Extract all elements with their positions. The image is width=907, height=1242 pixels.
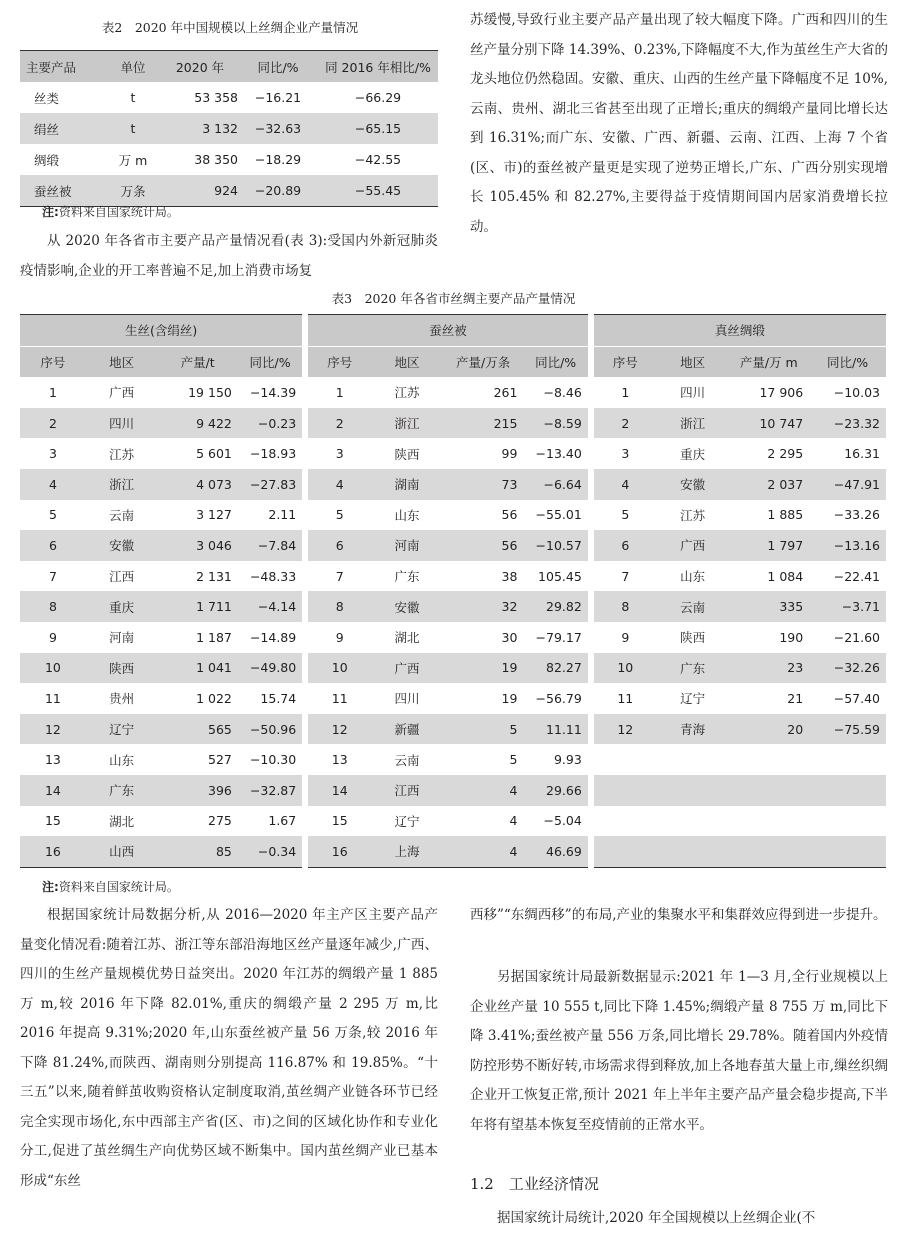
table-cell: 6: [48, 537, 57, 553]
table-cell: 2: [48, 415, 57, 431]
table-cell: 丝类: [34, 90, 60, 106]
table-cell: −21.60: [833, 629, 880, 645]
table-cell: 安徽: [109, 538, 135, 554]
header-cell: 同比/%: [535, 354, 577, 370]
table-cell: −5.04: [543, 813, 582, 829]
table-cell: 10 747: [759, 415, 804, 431]
table-row: [20, 175, 438, 207]
note-text: 资料来自国家统计局。: [58, 205, 179, 219]
table-row: [20, 561, 886, 592]
table-row: [20, 469, 886, 500]
table-cell: −56.79: [535, 690, 582, 706]
table-cell: 3 132: [202, 121, 238, 136]
table-cell: 190: [779, 629, 804, 645]
table-cell: 56: [501, 537, 518, 553]
table-cell: 6: [305, 530, 371, 561]
table-row: [20, 714, 886, 745]
table-cell: 85: [215, 843, 232, 859]
header-cell: 序号: [40, 354, 66, 370]
table-row: [20, 683, 886, 714]
table-cell: 12: [44, 721, 61, 737]
table-cell: 29.82: [546, 599, 582, 615]
table-row: [20, 144, 438, 175]
table-cell: −57.40: [833, 690, 880, 706]
table-cell: 陕西: [394, 446, 420, 462]
table-cell: −4.14: [257, 599, 297, 615]
table-cell: 蚕丝被: [34, 183, 72, 199]
table-cell: −6.64: [543, 476, 582, 492]
table-cell: −22.41: [833, 568, 880, 584]
table-cell: 5: [48, 507, 57, 523]
table-cell: 1 041: [196, 660, 232, 676]
paragraph-left-top: 从 2020 年各省市主要产品产量情况看(表 3):受国内外新冠肺炎疫情影响,企业的开工率普遍不足,加上消费市场复: [20, 233, 438, 279]
table-cell: 江苏: [680, 507, 706, 523]
table-cell: 99: [501, 446, 518, 462]
table-cell: 广东: [109, 783, 135, 799]
table-cell: 14: [44, 782, 61, 798]
table-cell: 16: [305, 836, 371, 867]
table-cell: 安徽: [394, 599, 420, 615]
table-cell: 1 187: [196, 629, 232, 645]
table-cell: 9.93: [553, 752, 582, 768]
table-cell: 19 150: [188, 384, 232, 400]
table-cell: [657, 836, 729, 867]
table-cell: −8.59: [543, 415, 582, 431]
table-cell: 82.27: [546, 660, 582, 676]
table-cell: 5 601: [196, 446, 232, 462]
table-cell: 山东: [109, 752, 135, 768]
paragraph-left-bottom: 根据国家统计局数据分析,从 2016—2020 年主产区主要产品产量变化情况看:随着江苏、浙江等东部沿海地区丝产量逐年减少,广西、四川的生丝产量规模优势日益突出。2020 年江苏的绸缎产量 1 885 万 m,较 2016 年下降 82.01%,重庆的绸缎产量 2 295 万 m,比 2016 年提高 9.31%;2020 年,山东蚕丝被产量 56 万条,较 2016 年下降 81.24%,而陕西、湖南则分别提高 116.87% 和 19.85%。“十三五”以来,随着鲜茧收购资格认定制度取消,茧丝绸产业链各环节已经完全实现市场化,东中西部主产省(区、市)之间的区域化协作和专业化分工,促进了茧丝绸生产向优势区域不断集中。国内茧丝绸产业已基本形成“东丝: [20, 907, 438, 1189]
table-cell: 275: [208, 813, 232, 829]
table-cell: 河南: [109, 630, 135, 646]
table-cell: 广东: [394, 569, 420, 585]
table-cell: 9: [591, 622, 657, 653]
table-cell: 青海: [680, 722, 706, 738]
table-row: [20, 836, 886, 867]
table-cell: 56: [501, 507, 518, 523]
table-cell: [728, 806, 809, 837]
table-row: [20, 113, 438, 144]
table-cell: −16.21: [254, 90, 302, 105]
table-cell: t: [130, 121, 136, 136]
table-cell: 新疆: [394, 722, 420, 738]
table-cell: 335: [779, 599, 804, 615]
table-cell: 山西: [109, 844, 135, 860]
table-cell: [809, 744, 886, 775]
table-cell: 46.69: [546, 843, 582, 859]
table-cell: 16: [44, 843, 61, 859]
table-cell: 5: [305, 500, 371, 531]
table-cell: 广西: [109, 385, 135, 401]
table-cell: 7: [48, 568, 57, 584]
note-label: 注:: [42, 880, 59, 894]
table-cell: 215: [493, 415, 518, 431]
table-cell: 2 295: [767, 446, 804, 462]
table-cell: −32.26: [833, 660, 880, 676]
table-cell: 浙江: [680, 416, 706, 432]
header-cell: 同比/%: [827, 354, 869, 370]
table-cell: 1: [591, 377, 657, 408]
table-cell: −47.91: [833, 476, 880, 492]
table-cell: 1 885: [767, 507, 804, 523]
table-cell: −75.59: [833, 721, 880, 737]
table-row: [20, 653, 886, 684]
table-row: [20, 82, 438, 113]
table-cell: [657, 775, 729, 806]
table-cell: −50.96: [249, 721, 297, 737]
table-cell: 261: [493, 384, 518, 400]
table-cell: 安徽: [680, 477, 706, 493]
table-cell: 6: [591, 530, 657, 561]
paragraph-right-bottom-2: 另据国家统计局最新数据显示:2021 年 1—3 月,全行业规模以上企业丝产量 10 555 t,同比下降 1.45%;绸缎产量 8 755 万 m,同比下降 3.41%;蚕丝被产量 556 万条,同比增长 29.78%。随着国内外疫情防控形势不断好转,市场需求得到释放,加上各地春茧大量上市,缫丝织绸企业开工恢复正常,预计 2021 年上半年主要产品产量会稳步提高,下半年将有望基本恢复至疫情前的正常水平。: [470, 969, 888, 1133]
table-cell: −10.03: [833, 384, 880, 400]
table-cell: [809, 806, 886, 837]
table-cell: 山东: [680, 569, 706, 585]
table-cell: −65.15: [354, 121, 402, 136]
table3-note: [42, 878, 179, 895]
table-cell: 3 046: [196, 537, 232, 553]
table-cell: 2.11: [268, 507, 297, 523]
table-cell: 广东: [680, 660, 706, 676]
table-cell: −18.93: [249, 446, 297, 462]
table-cell: 7: [305, 561, 371, 592]
table-cell: [591, 836, 657, 867]
table-cell: 396: [208, 782, 232, 798]
table-cell: 14: [305, 775, 371, 806]
table-cell: 2: [591, 408, 657, 439]
table-cell: 2 037: [767, 476, 804, 492]
header-cell: 序号: [591, 346, 657, 377]
table-row: [20, 438, 886, 469]
table-cell: 105.45: [538, 568, 582, 584]
table-cell: 湖北: [394, 630, 420, 646]
table-cell: 江苏: [394, 385, 420, 401]
table-cell: 38 350: [194, 152, 238, 167]
table-cell: 13: [44, 752, 61, 768]
table-cell: [728, 775, 809, 806]
table-cell: −55.45: [354, 183, 402, 198]
table-cell: [657, 806, 729, 837]
table-cell: 江苏: [109, 446, 135, 462]
table-cell: −66.29: [354, 90, 402, 105]
table-cell: 4: [509, 782, 518, 798]
table-cell: 8: [48, 599, 57, 615]
table-cell: 30: [501, 629, 518, 645]
table-cell: 云南: [109, 507, 135, 523]
table-cell: 1 711: [196, 599, 232, 615]
table-cell: 565: [208, 721, 232, 737]
table-cell: 3 127: [196, 507, 232, 523]
table-cell: 辽宁: [109, 722, 135, 738]
table-cell: 云南: [680, 599, 706, 615]
table-cell: 四川: [394, 691, 420, 707]
table-cell: 10: [305, 653, 371, 684]
table-cell: 重庆: [680, 446, 706, 462]
table-cell: −14.39: [249, 384, 297, 400]
table-cell: 5: [509, 752, 518, 768]
table-cell: 1: [48, 384, 57, 400]
table-cell: 29.66: [546, 782, 582, 798]
table-cell: −33.26: [833, 507, 880, 523]
table-cell: −0.23: [257, 415, 297, 431]
table-cell: −10.57: [535, 537, 582, 553]
table-cell: 17 906: [759, 384, 804, 400]
table3-body: [20, 377, 886, 867]
table2-note: [42, 203, 179, 220]
section-heading: 1.2 工业经济情况: [470, 1175, 599, 1193]
table-cell: 云南: [394, 752, 420, 768]
table-row: [20, 408, 886, 439]
table-cell: 5: [509, 721, 518, 737]
table-cell: 11: [591, 683, 657, 714]
table-cell: 16.31: [844, 446, 880, 462]
header-cell: 地区: [394, 354, 420, 370]
table-cell: −18.29: [254, 152, 302, 167]
table-cell: −10.30: [249, 752, 297, 768]
table-row: [20, 775, 886, 806]
table-cell: 湖北: [109, 813, 135, 829]
table-row: [20, 622, 886, 653]
table-cell: [809, 775, 886, 806]
table-cell: −27.83: [249, 476, 297, 492]
table-cell: 重庆: [109, 599, 135, 615]
table2-header-vs2016: 同 2016 年相比/%: [325, 59, 431, 75]
table3-caption: 表3 2020 年各省市丝绸主要产品产量情况: [331, 291, 576, 306]
header-cell: 产量/万条: [456, 354, 511, 370]
table-cell: 4 073: [196, 476, 232, 492]
table-cell: [591, 775, 657, 806]
table-cell: 7: [591, 561, 657, 592]
table-cell: −20.89: [254, 183, 302, 198]
table-cell: 1.67: [268, 813, 297, 829]
table-cell: −42.55: [354, 152, 402, 167]
table-cell: 15: [44, 813, 61, 829]
table-cell: 广西: [680, 538, 706, 554]
table-cell: 辽宁: [394, 813, 420, 829]
table-cell: −32.87: [249, 782, 297, 798]
table-cell: 15.74: [260, 690, 297, 706]
table-cell: 1 797: [767, 537, 804, 553]
table-cell: 2: [305, 408, 371, 439]
table-cell: −7.84: [257, 537, 297, 553]
table2-header-yoy: 同比/%: [257, 59, 299, 75]
table-cell: [591, 744, 657, 775]
table-cell: 15: [305, 806, 371, 837]
note-text: 资料来自国家统计局。: [58, 880, 179, 894]
header-cell: 序号: [305, 346, 371, 377]
table-cell: 3: [305, 438, 371, 469]
table-cell: 1 022: [196, 690, 232, 706]
table2-header-unit: 单位: [120, 59, 146, 75]
table-cell: 万条: [120, 183, 146, 199]
table-cell: 12: [305, 714, 371, 745]
table-cell: 527: [208, 752, 232, 768]
table-row: [20, 806, 886, 837]
table2-header-row: [20, 51, 438, 83]
table-cell: −55.01: [535, 507, 582, 523]
table-cell: −3.71: [841, 599, 880, 615]
table-cell: 11: [44, 690, 61, 706]
table-cell: 73: [501, 476, 518, 492]
table2: [20, 50, 438, 207]
table-cell: −0.34: [257, 843, 297, 859]
table-cell: 19: [501, 690, 518, 706]
table-cell: [657, 744, 729, 775]
table-cell: −79.17: [535, 629, 582, 645]
table-cell: 5: [591, 500, 657, 531]
table-row: [20, 591, 886, 622]
table-cell: 4: [509, 843, 518, 859]
table-cell: [728, 836, 809, 867]
table3: [20, 314, 886, 868]
table-cell: 9: [48, 629, 57, 645]
table-cell: 绸缎: [34, 152, 60, 168]
table-cell: 绢丝: [34, 121, 60, 137]
table-cell: 9 422: [196, 415, 232, 431]
paragraph-right-top: 苏缓慢,导致行业主要产品产量出现了较大幅度下降。广西和四川的生丝产量分别下降 14.39%、0.23%,下降幅度不大,作为茧丝生产大省的龙头地位仍然稳固。安徽、重庆、山西的生丝产量下降幅度不足 10%,云南、贵州、湖北三省甚至出现了正增长;重庆的绸缎产量同比增长达到 16.31%;而广东、安徽、广西、新疆、云南、江西、上海 7 个省(区、市)的蚕丝被产量更是实现了逆势正增长,广东、广西分别实现增长 105.45% 和 82.27%,主要得益于疫情期间国内居家消费增长拉动。: [470, 12, 888, 235]
table-cell: t: [130, 90, 136, 105]
group-raw-silk: 生丝(含绢丝): [20, 315, 305, 347]
table-cell: 4: [48, 476, 57, 492]
table-cell: 8: [591, 591, 657, 622]
table-cell: 浙江: [109, 477, 135, 493]
table-cell: [809, 836, 886, 867]
table-cell: 38: [501, 568, 518, 584]
table-cell: −8.46: [543, 384, 582, 400]
table-cell: −14.89: [249, 629, 297, 645]
table-cell: −13.40: [535, 446, 582, 462]
group-silk-quilt: 蚕丝被: [305, 315, 591, 347]
table-cell: 四川: [109, 416, 135, 432]
table-cell: 1 084: [767, 568, 804, 584]
table-cell: 江西: [109, 569, 135, 585]
table-cell: 10: [591, 653, 657, 684]
table-cell: 湖南: [394, 477, 420, 493]
table-cell: 11.11: [546, 721, 582, 737]
table-cell: 河南: [394, 538, 420, 554]
table-cell: 13: [305, 744, 371, 775]
table-cell: 21: [787, 690, 804, 706]
header-cell: 同比/%: [249, 354, 291, 370]
table3-group-row: [20, 315, 886, 347]
table-cell: [591, 806, 657, 837]
table-cell: 辽宁: [680, 691, 706, 707]
table-row: [20, 744, 886, 775]
table-cell: 32: [501, 599, 518, 615]
table-cell: 广西: [394, 660, 420, 676]
header-cell: 产量/万 m: [739, 354, 798, 370]
table-cell: 浙江: [394, 416, 420, 432]
note-label: 注:: [42, 205, 59, 219]
header-cell: 产量/t: [180, 354, 215, 370]
table-cell: 3: [591, 438, 657, 469]
table-cell: −32.63: [254, 121, 302, 136]
paragraph-right-last: 据国家统计局统计,2020 年全国规模以上丝绸企业(不: [497, 1210, 816, 1226]
group-silk-satin: 真丝绸缎: [591, 315, 886, 347]
table-cell: 23: [787, 660, 804, 676]
table-cell: 陕西: [109, 660, 135, 676]
table2-header-2020: 2020 年: [175, 59, 225, 75]
table-cell: 4: [509, 813, 518, 829]
table-cell: 11: [305, 683, 371, 714]
paragraph-right-bottom-1: 西移”“东绸西移”的布局,产业的集聚水平和集群效应得到进一步提升。: [470, 907, 887, 923]
table-cell: 万 m: [118, 152, 148, 168]
table3-header-row: [20, 346, 886, 377]
table-cell: 20: [787, 721, 804, 737]
table-cell: −13.16: [833, 537, 880, 553]
header-cell: 地区: [109, 354, 135, 370]
table-cell: 上海: [394, 844, 420, 860]
table-cell: 2 131: [196, 568, 232, 584]
table-cell: 陕西: [680, 630, 706, 646]
table-row: [20, 377, 886, 408]
table-cell: 1: [305, 377, 371, 408]
table-cell: 山东: [394, 507, 420, 523]
table-cell: 江西: [394, 783, 420, 799]
table-cell: 19: [501, 660, 518, 676]
table-cell: 924: [214, 183, 238, 198]
table-cell: 53 358: [194, 90, 238, 105]
table-cell: 8: [305, 591, 371, 622]
table-cell: 4: [591, 469, 657, 500]
table-cell: 9: [305, 622, 371, 653]
table2-caption: 表2 2020 年中国规模以上丝绸企业产量情况: [101, 20, 359, 35]
table-cell: 贵州: [109, 691, 135, 707]
table-cell: 3: [48, 446, 57, 462]
table-cell: 4: [305, 469, 371, 500]
table-cell: −23.32: [833, 415, 880, 431]
header-cell: 地区: [680, 354, 706, 370]
table-cell: 10: [44, 660, 61, 676]
table2-header-product: 主要产品: [26, 59, 77, 75]
table-cell: −49.80: [249, 660, 297, 676]
table-row: [20, 500, 886, 531]
table-row: [20, 530, 886, 561]
table-cell: 12: [591, 714, 657, 745]
table-cell: [728, 744, 809, 775]
table-cell: −48.33: [249, 568, 297, 584]
table-cell: 四川: [680, 385, 706, 401]
